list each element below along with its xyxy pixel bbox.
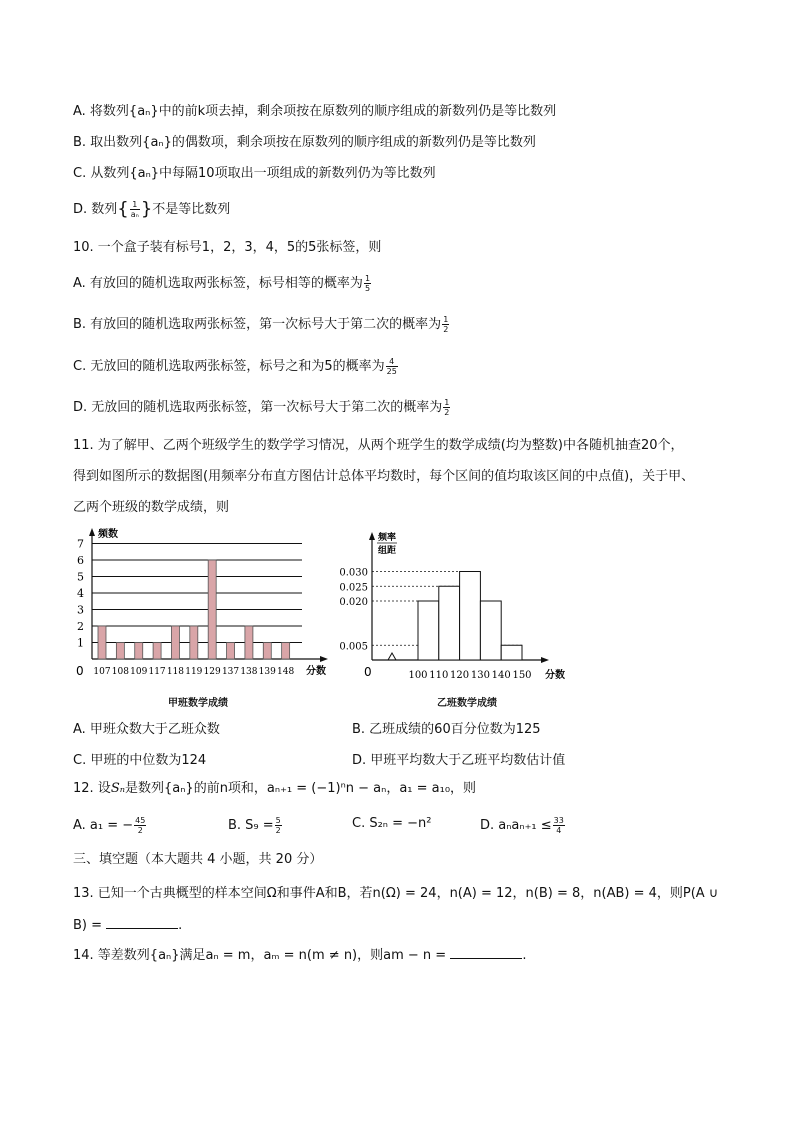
q9-d-num: 1 xyxy=(130,200,140,210)
q13-line2-post: . xyxy=(178,918,183,933)
q11-option-b: B. 乙班成绩的60百分位数为125 xyxy=(352,722,541,737)
q12-a-fraction xyxy=(134,816,146,835)
x-tick-label: 100 xyxy=(408,670,428,681)
x-tick-label: 120 xyxy=(450,670,470,681)
q10-c-num: 4 xyxy=(386,357,398,367)
x-tick-label: 117 xyxy=(148,667,166,677)
q13-line2-pre: B) = xyxy=(73,918,103,933)
q9-option-b: B. 取出数列{aₙ}的偶数项，剩余项按在原数列的顺序组成的新数列仍是等比数列 xyxy=(73,135,536,150)
chart-jia-title: 甲班数学成绩 xyxy=(168,698,228,709)
q10-b-den: 2 xyxy=(443,325,449,334)
q11-stem-line1: 11. 为了解甲、乙两个班级学生的数学学习情况，从两个班学生的数学成绩(均为整数)中各随机抽查20个， xyxy=(73,438,684,453)
q12-b-den: 2 xyxy=(275,826,281,835)
q12-b-fraction xyxy=(275,816,282,835)
x-tick-label: 119 xyxy=(185,667,203,677)
q9-d-den: aₙ xyxy=(130,210,139,219)
q9-option-c: C. 从数列{aₙ}中每隔10项取出一项组成的新数列仍为等比数列 xyxy=(73,166,436,181)
y-tick-label: 2 xyxy=(77,620,84,633)
q12-option-d xyxy=(480,816,566,835)
q10-c-fraction xyxy=(386,357,398,376)
y-axis-label: 频数 xyxy=(98,529,118,540)
q10-option-b xyxy=(73,315,450,334)
x-tick-label: 129 xyxy=(203,667,221,677)
q10-option-a xyxy=(73,274,372,293)
y-tick-label: 3 xyxy=(77,603,84,617)
q9-option-a: A. 将数列{aₙ}中的前k项去掉，剩余项按在原数列的顺序组成的新数列仍是等比数列 xyxy=(73,104,557,119)
q12-stem-main: 是数列{aₙ}的前n项和，aₙ₊₁ = (−1)ⁿn − aₙ，a₁ = a₁₀，则 xyxy=(125,781,477,796)
bar xyxy=(153,643,161,660)
x-axis-label: 分数 xyxy=(306,666,326,677)
chart-class-jia xyxy=(70,524,330,694)
histogram-bin xyxy=(439,586,460,660)
bar xyxy=(227,643,235,660)
q10-c-text: C. 无放回的随机选取两张标签，标号之和为5的概率为 xyxy=(73,359,385,374)
x-axis-label: 分数 xyxy=(545,670,565,681)
q9-option-d: D. 数列{ $\frac{1}{\text{aₙ}}$ }不是等比数列 xyxy=(73,198,231,220)
q10-d-fraction xyxy=(443,398,450,417)
y-axis-label-bottom: 组距 xyxy=(378,546,397,556)
q10-a-num: 1 xyxy=(364,274,371,283)
q9-option-d-prefix: D. 数列 xyxy=(73,202,118,217)
y-tick-label: 0.025 xyxy=(339,582,368,594)
q14-answer-blank[interactable] xyxy=(450,946,522,959)
chart-yi-title: 乙班数学成绩 xyxy=(437,698,497,709)
q9-option-d-fraction xyxy=(130,200,140,219)
q12-option-a xyxy=(73,816,147,835)
q12-a-num: 45 xyxy=(135,816,146,825)
x-tick-label: 118 xyxy=(166,667,185,677)
q10-d-num: 1 xyxy=(444,398,450,407)
y-tick-label: 0.005 xyxy=(339,641,368,653)
x-tick-label: 140 xyxy=(491,670,511,681)
bar xyxy=(282,643,290,660)
q10-b-fraction xyxy=(442,315,449,334)
x-axis-arrow xyxy=(320,656,328,662)
axis-break xyxy=(388,653,396,660)
q12-stem xyxy=(73,780,476,798)
bar xyxy=(208,560,216,659)
bar xyxy=(135,643,143,660)
q10-c-den: 25 xyxy=(386,367,397,376)
q10-b-num: 1 xyxy=(443,315,449,324)
q14-line xyxy=(73,946,526,965)
q12-d-pre: D. aₙaₙ₊₁ ≤ xyxy=(480,818,552,833)
q12-option-c: C. S₂ₙ = −n² xyxy=(352,816,432,831)
q10-a-text: A. 有放回的随机选取两张标签，标号相等的概率为 xyxy=(73,276,363,291)
x-tick-label: 137 xyxy=(221,667,240,677)
chart-class-yi xyxy=(338,530,578,690)
q13-answer-blank[interactable] xyxy=(106,916,178,929)
q13-line2 xyxy=(73,916,182,935)
q14-pre: 14. 等差数列{aₙ}满足aₙ = m，aₘ = n(m ≠ n)，则am − n = xyxy=(73,948,447,963)
y-tick-label: 5 xyxy=(77,570,84,584)
q10-d-den: 2 xyxy=(444,408,450,417)
y-tick-label: 6 xyxy=(77,554,84,567)
bar xyxy=(171,626,179,659)
y-tick-label: 0.020 xyxy=(339,597,368,608)
q10-d-text: D. 无放回的随机选取两张标签，第一次标号大于第二次的概率为 xyxy=(73,400,443,415)
q12-d-num: 33 xyxy=(553,816,564,825)
q12-option-b xyxy=(228,816,283,835)
q13-line1: 13. 已知一个古典概型的样本空间Ω和事件A和B，若n(Ω) = 24，n(A) = 12，n(B) = 8，n(AB) = 4，则P(A ∪ xyxy=(73,886,719,901)
bar xyxy=(263,643,271,660)
q12-b-num: 5 xyxy=(275,816,281,825)
bar xyxy=(116,643,124,660)
histogram-bin xyxy=(460,572,481,661)
q10-a-fraction xyxy=(364,274,371,293)
x-axis-arrow xyxy=(541,657,549,663)
q10-option-c xyxy=(73,357,399,376)
y-tick-label: 0.030 xyxy=(339,567,368,579)
x-tick-label: 130 xyxy=(470,670,490,681)
q12-a-den: 2 xyxy=(137,826,143,835)
x-tick-label: 107 xyxy=(93,667,111,677)
y-tick-label: 4 xyxy=(77,587,84,600)
x-tick-label: 139 xyxy=(258,667,276,677)
y-axis-arrow xyxy=(89,528,95,536)
q11-option-d: D. 甲班平均数大于乙班平均数估计值 xyxy=(352,753,566,768)
histogram-bin xyxy=(501,645,522,660)
q12-d-den: 4 xyxy=(556,826,562,835)
q12-a-pre: A. a₁ = − xyxy=(73,818,134,833)
y-tick-label: 7 xyxy=(77,537,84,551)
bar xyxy=(98,626,106,659)
q10-stem: 10. 一个盒子装有标号1，2，3，4，5的5张标签，则 xyxy=(73,240,382,255)
q11-option-c: C. 甲班的中位数为124 xyxy=(73,753,207,768)
section-3-heading: 三、填空题（本大题共 4 小题，共 20 分） xyxy=(73,852,323,867)
histogram-bin xyxy=(418,601,439,660)
q10-option-d xyxy=(73,398,451,417)
q14-post: . xyxy=(522,948,527,963)
q11-stem-line3: 乙两个班级的数学成绩，则 xyxy=(73,500,230,515)
q11-option-a: A. 甲班众数大于乙班众数 xyxy=(73,722,220,737)
q10-b-text: B. 有放回的随机选取两张标签，第一次标号大于第二次的概率为 xyxy=(73,317,442,332)
q12-sn: Sₙ xyxy=(110,781,125,796)
x-tick-label: 110 xyxy=(429,670,449,681)
origin-label: 0 xyxy=(76,664,84,678)
x-tick-label: 150 xyxy=(512,670,532,681)
q12-stem-prefix: 12. 设 xyxy=(73,781,111,796)
q9-option-d-suffix: 不是等比数列 xyxy=(152,202,231,217)
x-tick-label: 138 xyxy=(240,667,258,677)
q12-d-fraction xyxy=(553,816,565,835)
q12-b-pre: B. S₉ = xyxy=(228,818,274,833)
bar xyxy=(245,626,253,659)
y-axis-arrow xyxy=(369,532,375,540)
x-tick-label: 109 xyxy=(130,667,148,677)
y-tick-label: 1 xyxy=(77,636,84,650)
origin-label: 0 xyxy=(364,665,372,679)
q11-stem-line2: 得到如图所示的数据图(用频率分布直方图估计总体平均数时，每个区间的值均取该区间的中点值)，关于甲、 xyxy=(73,469,695,484)
x-tick-label: 108 xyxy=(111,667,129,677)
y-axis-label-top: 频率 xyxy=(378,533,397,543)
x-tick-label: 148 xyxy=(277,667,295,677)
q10-a-den: 5 xyxy=(364,284,371,293)
histogram-bin xyxy=(480,601,501,660)
bar xyxy=(190,626,198,659)
